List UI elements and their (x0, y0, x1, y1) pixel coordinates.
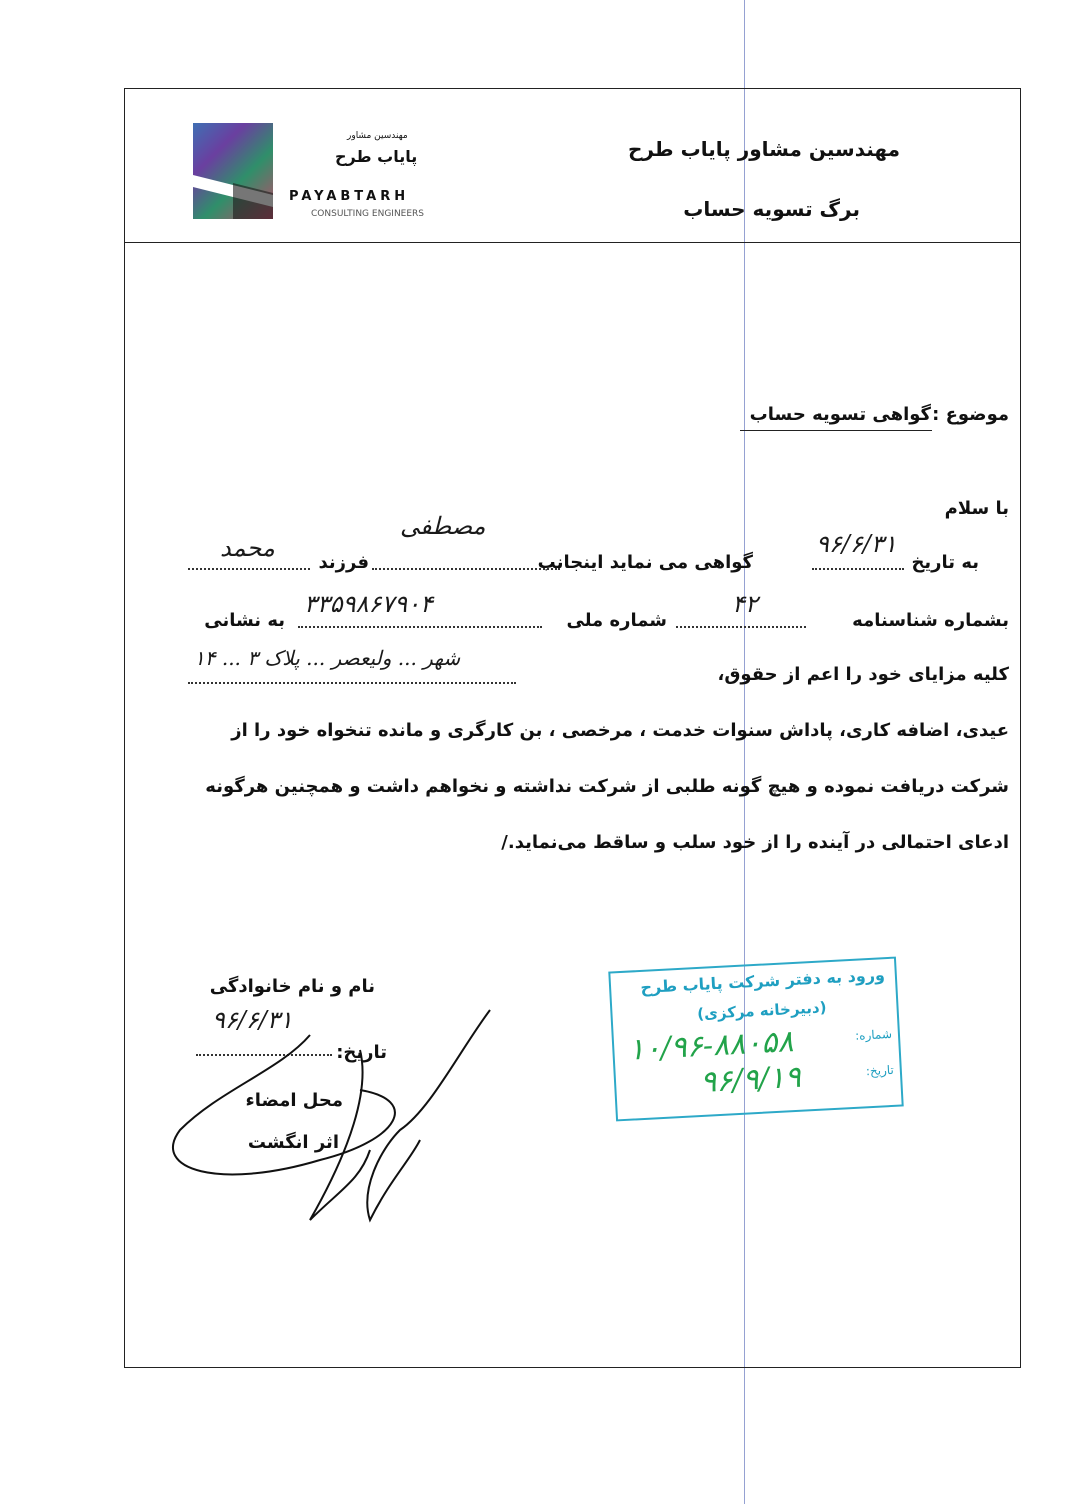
line1-father-dots (188, 568, 310, 570)
line2-c: به نشانی (204, 610, 285, 631)
logo-icon (193, 123, 273, 219)
line2-b: شماره ملی (566, 610, 667, 631)
logo-fa-name: پایاب طرح (335, 147, 418, 166)
subject-label: موضوع : (932, 404, 1009, 425)
line3-address-dots (188, 682, 516, 684)
signature-date: ۹۶/۶/۳۱ (212, 1006, 293, 1034)
stamp-title: ورود به دفتر شرکت پایاب طرح (640, 965, 886, 997)
line4: عیدی، اضافه کاری، پاداش سنوات خدمت ، مرخصی ، بن کارگری و مانده تنخواه خود را از (231, 720, 1009, 741)
stamp-number-label: شماره: (854, 1026, 893, 1043)
line2-a: بشماره شناسنامه (852, 610, 1009, 631)
line1-b: گواهی می نماید اینجانب (537, 552, 753, 573)
stamp-number-value: ۱۰/۹۶-۸۸۰۵۸ (627, 1024, 795, 1068)
line1-c: فرزند (318, 552, 369, 573)
line1-date-dots (812, 568, 904, 570)
line2-national-dots (298, 626, 542, 628)
line3-b: کلیه مزایای خود را اعم از حقوق، (717, 664, 1009, 685)
line1-father: محمد (220, 534, 275, 562)
line2-national: ۳۳۵۹۸۶۷۹۰۴ (304, 590, 433, 618)
logo-en-name: PAYABTARH (289, 189, 410, 204)
stamp-subtitle: (دبیرخانه مرکزی) (696, 998, 827, 1024)
logo-fa-small: مهندسین مشاور (347, 131, 408, 141)
line1-date: ۹۶/۶/۳۱ (816, 530, 897, 558)
line2-id-dots (676, 626, 806, 628)
stamp-date-label: تاریخ: (865, 1062, 895, 1079)
registry-stamp (608, 957, 903, 1122)
company-name: مهندسین مشاور پایاب طرح (627, 137, 900, 161)
line3-address: شهر ... ولیعصر ... پلاک ۳ ... ۱۴ (194, 646, 461, 670)
line2-id: ۴۲ (732, 590, 758, 618)
greeting: با سلام (944, 498, 1009, 519)
name-label: نام و نام خانوادگی (209, 976, 375, 997)
subject-underline (740, 430, 932, 431)
finger-label: اثر انگشت (247, 1132, 339, 1153)
date-label: تاریخ: (336, 1042, 387, 1063)
logo-en-sub: CONSULTING ENGINEERS (311, 209, 425, 219)
stamp-date-value: ۹۶/۹/۱۹ (699, 1059, 802, 1100)
line1-a: به تاریخ (911, 552, 979, 573)
line5: شرکت دریافت نموده و هیچ گونه طلبی از شرکت نداشته و نخواهم داشت و همچنین هرگونه (205, 776, 1009, 797)
subject-value: گواهی تسویه حساب (749, 404, 931, 425)
line6: ادعای احتمالی در آینده را از خود سلب و ساقط می‌نماید./ (501, 832, 1009, 853)
form-title: برگ تسویه حساب (683, 197, 860, 221)
line1-name: مصطفی (400, 512, 486, 540)
sign-label: محل امضاء (245, 1090, 343, 1111)
signature-scribble (160, 990, 520, 1250)
letterhead (125, 89, 1020, 243)
line1-name-dots (372, 568, 560, 570)
